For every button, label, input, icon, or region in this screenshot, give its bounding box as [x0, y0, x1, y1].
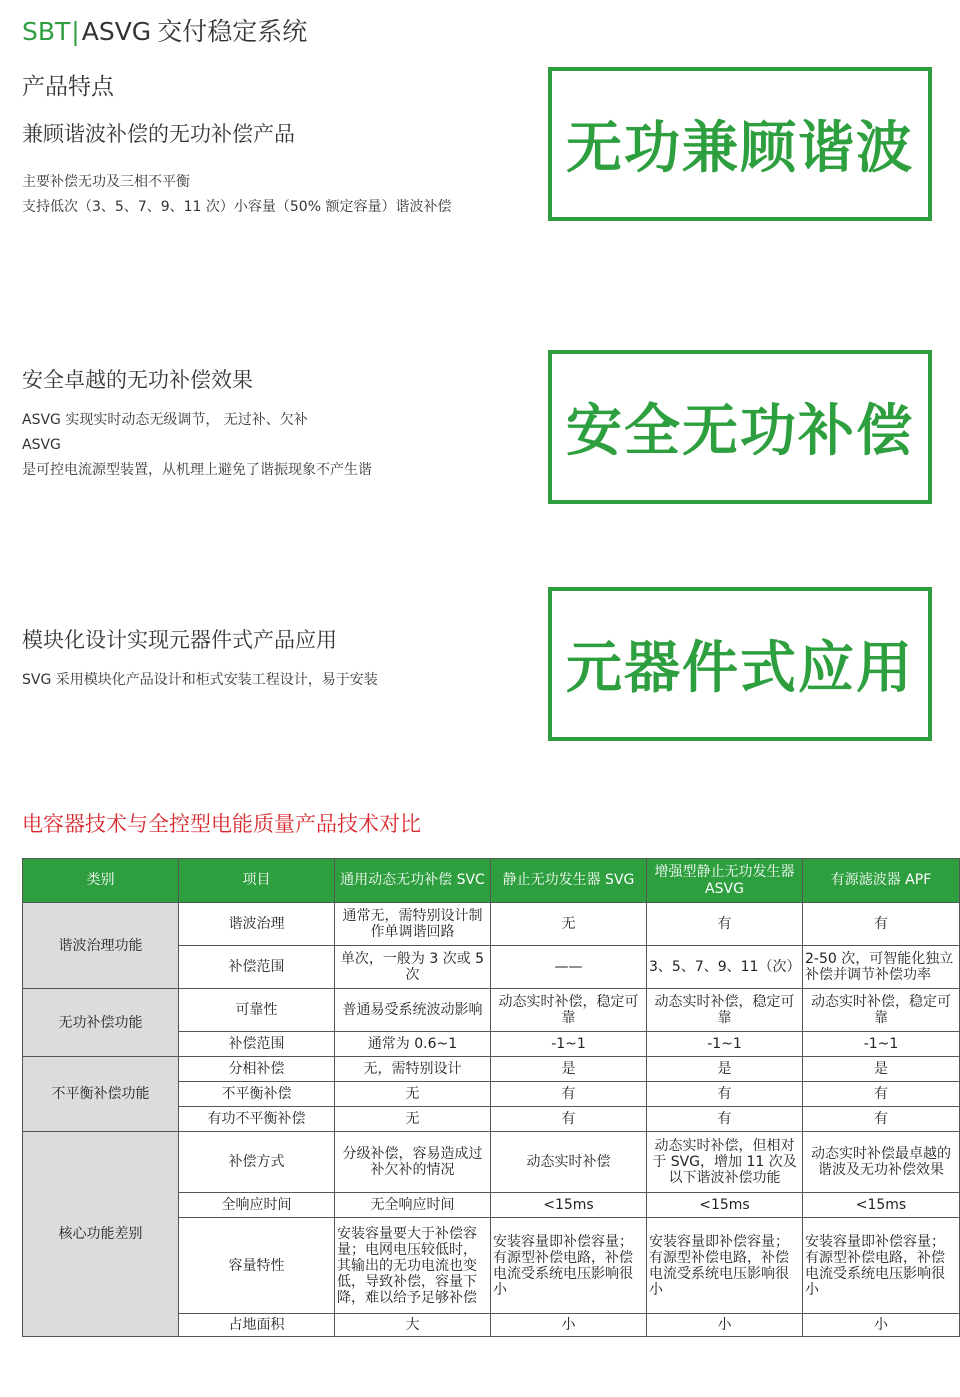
table-header-row — [23, 859, 960, 903]
item-cell: 占地面积 — [179, 1314, 335, 1337]
brand-separator: | — [71, 17, 80, 46]
value-cell: 无全响应时间 — [335, 1193, 491, 1218]
value-cell: 有 — [803, 1107, 960, 1132]
category-cell: 无功补偿功能 — [23, 989, 179, 1057]
comparison-title: 电容器技术与全控型电能质量产品技术对比 — [22, 812, 421, 836]
value-cell: 动态实时补偿，稳定可靠 — [647, 989, 803, 1032]
value-cell: <15ms — [491, 1193, 647, 1218]
value-cell: 动态实时补偿，但相对于 SVG，增加 11 次及以下谐波补偿功能 — [647, 1132, 803, 1193]
value-cell: 动态实时补偿，稳定可靠 — [491, 989, 647, 1032]
value-cell: -1~1 — [647, 1032, 803, 1057]
table-row — [23, 903, 960, 946]
value-cell: 是 — [491, 1057, 647, 1082]
value-cell: 安装容量即补偿容量；有源型补偿电路，补偿电流受系统电压影响很小 — [803, 1218, 960, 1314]
table-row — [23, 1132, 960, 1193]
description-line: 支持低次（3、5、7、9、11 次）小容量（50% 额定容量）谐波补偿 — [22, 199, 452, 215]
section-description — [22, 408, 372, 483]
value-cell: 有 — [803, 903, 960, 946]
value-cell: 通常无，需特别设计制作单调谐回路 — [335, 903, 491, 946]
item-cell: 谐波治理 — [179, 903, 335, 946]
item-cell: 全响应时间 — [179, 1193, 335, 1218]
value-cell: 有 — [647, 1107, 803, 1132]
value-cell: 安装容量即补偿容量；有源型补偿电路，补偿电流受系统电压影响很小 — [491, 1218, 647, 1314]
value-cell: <15ms — [803, 1193, 960, 1218]
description-line: ASVG — [22, 437, 61, 453]
category-cell: 谐波治理功能 — [23, 903, 179, 989]
value-cell: 大 — [335, 1314, 491, 1337]
value-cell: 无 — [335, 1082, 491, 1107]
item-cell: 容量特性 — [179, 1218, 335, 1314]
table-row — [23, 1057, 960, 1082]
value-cell: 动态实时补偿，稳定可靠 — [803, 989, 960, 1032]
value-cell: 小 — [491, 1314, 647, 1337]
value-cell: 是 — [803, 1057, 960, 1082]
value-cell: 有 — [803, 1082, 960, 1107]
item-cell: 分相补偿 — [179, 1057, 335, 1082]
feature-badge — [548, 587, 932, 741]
header-apf: 有源滤波器 APF — [803, 859, 960, 903]
value-cell: 有 — [647, 1082, 803, 1107]
table-row — [23, 989, 960, 1032]
section-title: 模块化设计实现元器件式产品应用 — [22, 628, 337, 652]
value-cell: 普通易受系统波动影响 — [335, 989, 491, 1032]
value-cell: 动态实时补偿最卓越的谐波及无功补偿效果 — [803, 1132, 960, 1193]
page-title: 交付稳定系统 — [157, 17, 308, 46]
brand-name: SBT — [22, 17, 71, 46]
value-cell: 单次，一般为 3 次或 5 次 — [335, 946, 491, 989]
feature-badge-text: 安全无功补偿 — [566, 399, 914, 464]
value-cell: 无，需特别设计 — [335, 1057, 491, 1082]
item-cell: 可靠性 — [179, 989, 335, 1032]
item-cell: 有功不平衡补偿 — [179, 1107, 335, 1132]
feature-badge — [548, 67, 932, 221]
value-cell: 有 — [647, 903, 803, 946]
value-cell: -1~1 — [491, 1032, 647, 1057]
comparison-table — [22, 858, 960, 1337]
value-cell: 2-50 次，可智能化独立补偿并调节补偿功率 — [803, 946, 960, 989]
value-cell: 无 — [335, 1107, 491, 1132]
features-heading: 产品特点 — [22, 74, 114, 100]
header-category: 类别 — [23, 859, 179, 903]
value-cell: 动态实时补偿 — [491, 1132, 647, 1193]
item-cell: 补偿范围 — [179, 1032, 335, 1057]
value-cell: 3、5、7、9、11（次） — [647, 946, 803, 989]
product-name: ASVG — [81, 17, 152, 46]
item-cell: 不平衡补偿 — [179, 1082, 335, 1107]
value-cell: 通常为 0.6~1 — [335, 1032, 491, 1057]
description-line: 主要补偿无功及三相不平衡 — [22, 174, 190, 190]
value-cell: —— — [491, 946, 647, 989]
value-cell: 小 — [803, 1314, 960, 1337]
value-cell: 是 — [647, 1057, 803, 1082]
description-line: SVG 采用模块化产品设计和柜式安装工程设计，易于安装 — [22, 672, 378, 688]
value-cell: 安装容量即补偿容量；有源型补偿电路，补偿电流受系统电压影响很小 — [647, 1218, 803, 1314]
feature-badge-text: 无功兼顾谐波 — [566, 116, 914, 181]
category-cell: 不平衡补偿功能 — [23, 1057, 179, 1132]
header-svc: 通用动态无功补偿 SVC — [335, 859, 491, 903]
section-title: 安全卓越的无功补偿效果 — [22, 368, 253, 392]
value-cell: -1~1 — [803, 1032, 960, 1057]
section-title: 兼顾谐波补偿的无功补偿产品 — [22, 122, 295, 146]
feature-badge — [548, 350, 932, 504]
item-cell: 补偿范围 — [179, 946, 335, 989]
value-cell: 安装容量要大于补偿容量；电网电压较低时，其输出的无功电流也变低，导致补偿，容量下降，难以给予足够补偿 — [335, 1218, 491, 1314]
value-cell: 分级补偿，容易造成过补欠补的情况 — [335, 1132, 491, 1193]
section-description — [22, 668, 378, 693]
value-cell: 小 — [647, 1314, 803, 1337]
value-cell: 有 — [491, 1082, 647, 1107]
value-cell: 有 — [491, 1107, 647, 1132]
description-line: 是可控电流源型装置，从机理上避免了谐振现象不产生谐 — [22, 462, 372, 478]
value-cell: 无 — [491, 903, 647, 946]
item-cell: 补偿方式 — [179, 1132, 335, 1193]
section-description — [22, 170, 451, 220]
page-header — [22, 12, 307, 48]
description-line: ASVG 实现实时动态无级调节， 无过补、欠补 — [22, 412, 308, 428]
value-cell: <15ms — [647, 1193, 803, 1218]
header-svg: 静止无功发生器 SVG — [491, 859, 647, 903]
feature-badge-text: 元器件式应用 — [566, 636, 914, 701]
header-asvg: 增强型静止无功发生器 ASVG — [647, 859, 803, 903]
category-cell: 核心功能差别 — [23, 1132, 179, 1337]
header-item: 项目 — [179, 859, 335, 903]
